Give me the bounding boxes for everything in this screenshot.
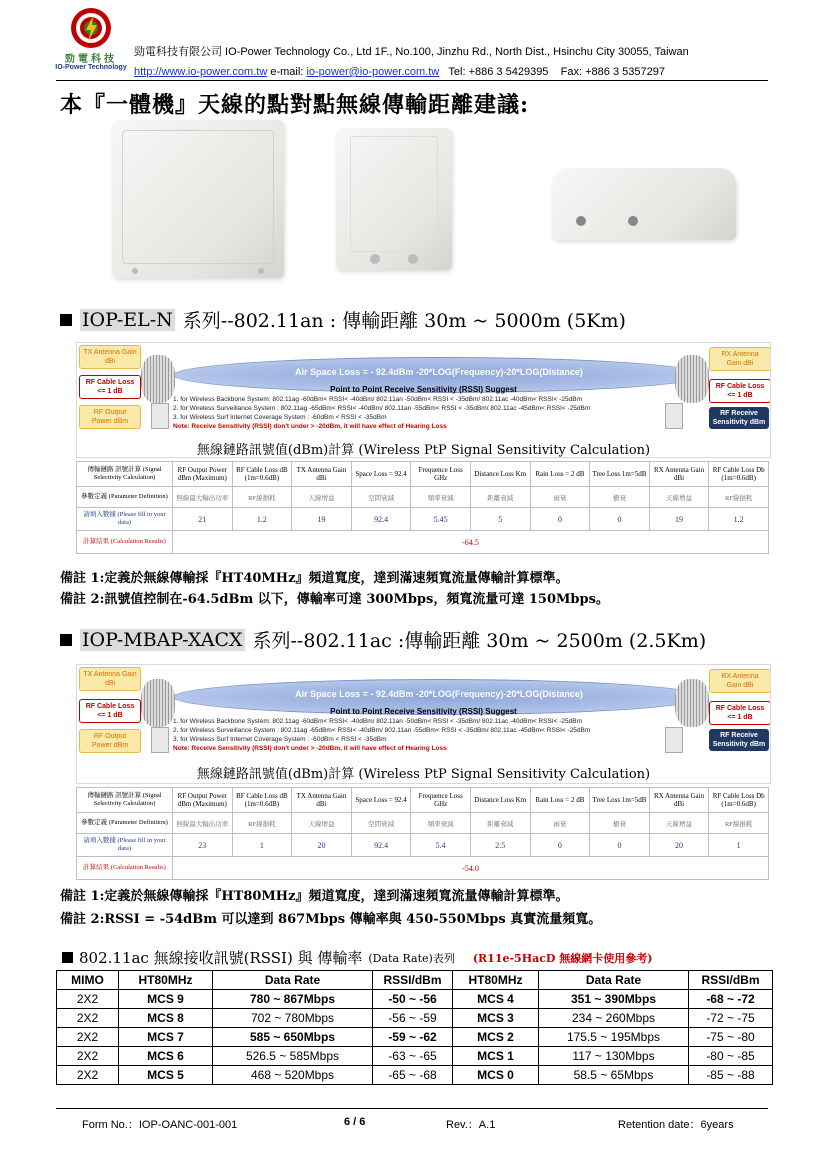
- table-cell: -72 ~ -75: [689, 1009, 773, 1028]
- link-budget-diagram-1: [76, 342, 771, 458]
- col-header: TX Antenna Gain dBi: [292, 788, 352, 813]
- definition-cell: 天線增益: [292, 813, 352, 834]
- col-header: Rain Loss = 2 dB: [530, 462, 590, 487]
- table-row: [57, 1047, 773, 1066]
- col-header: RF Cable Loss Db (1m=0.6dB): [709, 788, 769, 813]
- col-header: HT80MHz: [453, 971, 539, 990]
- table-cell: -80 ~ -85: [689, 1047, 773, 1066]
- table-cell: MCS 1: [453, 1047, 539, 1066]
- input-cell[interactable]: 19: [649, 508, 709, 531]
- col-header: RF Output Power dBm (Maximum): [173, 462, 233, 487]
- table-cell: 585 ~ 650Mbps: [213, 1028, 373, 1047]
- series-name: IOP-MBAP-XACX: [82, 628, 243, 651]
- col-header: Distance Loss Km: [470, 788, 530, 813]
- input-cell[interactable]: 92.4: [351, 508, 411, 531]
- table-cell: MCS 4: [453, 990, 539, 1009]
- col-header: Tree Loss 1m=5dB: [590, 462, 650, 487]
- table-cell: 780 ~ 867Mbps: [213, 990, 373, 1009]
- definition-cell: 空間衰減: [351, 487, 411, 508]
- input-cell[interactable]: 0: [530, 508, 590, 531]
- input-cell[interactable]: 2.5: [470, 834, 530, 857]
- calc-result-row: [77, 857, 769, 880]
- calc-title: 無線鏈路訊號值(dBm)計算 (Wireless PtP Signal Sensitivity Calculation): [196, 443, 651, 458]
- calc-header-row: [77, 462, 769, 487]
- col-header: Rain Loss = 2 dB: [530, 788, 590, 813]
- col-header: RX Antenna Gain dBi: [649, 462, 709, 487]
- table-cell: -65 ~ -68: [373, 1066, 453, 1085]
- definition-cell: 樹衰: [590, 487, 650, 508]
- table-cell: MCS 2: [453, 1028, 539, 1047]
- definition-cell: 無線最大輸出功率: [173, 487, 233, 508]
- rf-cable-right-callout: RF Cable Loss <= 1 dB: [709, 701, 771, 725]
- col-header: TX Antenna Gain dBi: [292, 462, 352, 487]
- rssi-data-rate-table: [56, 970, 773, 1085]
- rssi-line-1: 1. for Wireless Backbone System: 802.11ag -60dBm< RSSI< -40dBm/ 802.11an -50dBm< RSSI < -35dBm/ 802.11ac -40dBm< RSSI< -25dBm: [173, 718, 582, 725]
- input-cell[interactable]: 1.2: [709, 508, 769, 531]
- col-header: RX Antenna Gain dBi: [649, 788, 709, 813]
- col-header: RF Cable Loss dB (1m=0.6dB): [232, 788, 292, 813]
- col-header: HT80MHz: [119, 971, 213, 990]
- email-label: e-mail:: [270, 66, 304, 78]
- table-cell: 234 ~ 260Mbps: [539, 1009, 689, 1028]
- signal-calc-table-2: [76, 787, 769, 880]
- bullet-square-icon: [62, 952, 73, 963]
- note-1: 備註 1:定義於無線傳輸採『HT80MHz』頻道寬度，達到滿速頻寬流量傳輸計算標準。: [60, 889, 569, 904]
- calc-title: 無線鏈路訊號值(dBm)計算 (Wireless PtP Signal Sensitivity Calculation): [196, 767, 651, 782]
- input-cell[interactable]: 20: [649, 834, 709, 857]
- table-cell: 702 ~ 780Mbps: [213, 1009, 373, 1028]
- result-value: -64.5: [173, 531, 769, 554]
- contact-line: [134, 66, 665, 78]
- rx-dish-antenna-icon: [675, 355, 709, 403]
- input-cell[interactable]: 0: [590, 834, 650, 857]
- rssi-line-1: 1. for Wireless Backbone System: 802.11ag -60dBm< RSSI< -40dBm/ 802.11an -50dBm< RSSI < -35dBm/ 802.11ac -40dBm< RSSI< -25dBm: [173, 396, 582, 403]
- row-label: 傳輸鏈路 訊號計算 (Signal Selectivity Calculation): [77, 788, 173, 813]
- calc-input-row: [77, 508, 769, 531]
- definition-cell: 天線增益: [292, 487, 352, 508]
- email-link[interactable]: io-power@io-power.com.tw: [306, 66, 440, 78]
- rssi-line-3: 3. for Wireless Surf Internet Coverage System : -60dBm < RSSI < -35dBm: [173, 414, 387, 421]
- col-header: Distance Loss Km: [470, 462, 530, 487]
- col-header: RF Cable Loss dB (1m=0.6dB): [232, 462, 292, 487]
- input-cell[interactable]: 19: [292, 508, 352, 531]
- row-label: 參數定義 (Parameter Definition): [77, 813, 173, 834]
- series-heading-rest: 系列--802.11an : 傳輸距離 30m ~ 5000m (5Km): [182, 310, 626, 332]
- table-cell: MCS 9: [119, 990, 213, 1009]
- note-2: 備註 2:RSSI = -54dBm 可以達到 867Mbps 傳輸率與 450-550Mbps 真實流量頻寬。: [60, 912, 602, 927]
- definition-cell: 天線增益: [649, 813, 709, 834]
- col-header: RSSI/dBm: [373, 971, 453, 990]
- definition-cell: 無線最大輸出功率: [173, 813, 233, 834]
- table-cell: 526.5 ~ 585Mbps: [213, 1047, 373, 1066]
- table-cell: 117 ~ 130Mbps: [539, 1047, 689, 1066]
- table-cell: MCS 5: [119, 1066, 213, 1085]
- rf-cable-left-callout: RF Cable Loss <= 1 dB: [79, 699, 141, 723]
- header-divider: [56, 80, 768, 81]
- product-photo-enclosure-panel: [336, 128, 452, 270]
- table-cell: 2X2: [57, 990, 119, 1009]
- tel-text: Tel: +886 3 5429395: [448, 66, 549, 78]
- section-heading-el-n: [60, 306, 626, 333]
- input-cell[interactable]: 23: [173, 834, 233, 857]
- table-row: [57, 990, 773, 1009]
- product-photo-enclosure-large: [112, 120, 284, 278]
- definition-cell: 天線增益: [649, 487, 709, 508]
- tx-radio-unit-icon: [151, 727, 169, 753]
- retention-date: Retention date：6years: [618, 1119, 734, 1131]
- table-cell: 175.5 ~ 195Mbps: [539, 1028, 689, 1047]
- note-1: 備註 1:定義於無線傳輸採『HT40MHz』頻道寬度，達到滿速頻寬流量傳輸計算標準。: [60, 571, 569, 586]
- col-header: Data Rate: [213, 971, 373, 990]
- table-cell: MCS 8: [119, 1009, 213, 1028]
- table-header-row: [57, 971, 773, 990]
- col-header: Data Rate: [539, 971, 689, 990]
- air-loss-label: Air Space Loss = - 92.4dBm -20*LOG(Frequency)-20*LOG(Distance): [295, 689, 583, 699]
- definition-cell: 頻率衰減: [411, 487, 471, 508]
- definition-cell: RF線損耗: [232, 487, 292, 508]
- rssi-note: Note: Receive Sensitivity (RSSI) don't under > -20dBm, it will have effect of Hearing Loss: [173, 423, 447, 430]
- table-row: [57, 1028, 773, 1047]
- tx-gain-callout: TX Antenna Gain dBi: [79, 667, 141, 691]
- definition-cell: 雨衰: [530, 813, 590, 834]
- page-title: 本『一體機』天線的點對點無線傳輸距離建議:: [60, 92, 530, 118]
- table-row: [57, 1009, 773, 1028]
- mimo-heading-text: 802.11ac 無線接收訊號(RSSI) 與 傳輸率: [79, 949, 363, 967]
- bullet-square-icon: [60, 634, 72, 646]
- table-cell: 351 ~ 390Mbps: [539, 990, 689, 1009]
- note-2: 備註 2:訊號值控制在-64.5dBm 以下，傳輸率可達 300Mbps，頻寬流量可達 150Mbps。: [60, 592, 609, 607]
- calc-header-row: [77, 788, 769, 813]
- rf-output-callout: RF Output Power dBm: [79, 729, 141, 753]
- rssi-note: Note: Receive Sensitivity (RSSI) don't under > -20dBm, it will have effect of Hearing Loss: [173, 745, 447, 752]
- input-cell[interactable]: 5: [470, 508, 530, 531]
- logo-text: 勁電科技: [65, 54, 117, 65]
- col-header: Tree Loss 1m=5dB: [590, 788, 650, 813]
- air-loss-label: Air Space Loss = - 92.4dBm -20*LOG(Frequency)-20*LOG(Distance): [295, 367, 583, 377]
- table-cell: 2X2: [57, 1066, 119, 1085]
- footer-divider: [56, 1108, 768, 1109]
- input-cell[interactable]: 92.4: [351, 834, 411, 857]
- mimo-reference: (R11e-5HacD 無線網卡使用參考): [472, 951, 653, 965]
- definition-cell: RF線損耗: [709, 813, 769, 834]
- tx-gain-callout: TX Antenna Gain dBi: [79, 345, 141, 369]
- input-cell[interactable]: 1.2: [232, 508, 292, 531]
- rx-dish-antenna-icon: [675, 679, 709, 727]
- definition-cell: 距離衰減: [470, 487, 530, 508]
- col-header: Space Loss = 92.4: [351, 788, 411, 813]
- rx-gain-callout: RX Antenna Gain dBi: [709, 347, 771, 371]
- table-cell: MCS 3: [453, 1009, 539, 1028]
- rx-radio-unit-icon: [665, 403, 683, 429]
- input-cell[interactable]: 21: [173, 508, 233, 531]
- definition-cell: 距離衰減: [470, 813, 530, 834]
- rf-cable-right-callout: RF Cable Loss <= 1 dB: [709, 379, 771, 403]
- company-logo: [55, 6, 127, 78]
- definition-cell: 空間衰減: [351, 813, 411, 834]
- rssi-suggest-title: Point to Point Receive Sensitivity (RSSI) Suggest: [330, 707, 517, 716]
- row-label: 參數定義 (Parameter Definition): [77, 487, 173, 508]
- table-cell: 468 ~ 520Mbps: [213, 1066, 373, 1085]
- mimo-heading-sub: (Data Rate)表列: [368, 951, 455, 965]
- row-label: 傳輸鏈路 訊號計算 (Signal Selectivity Calculation): [77, 462, 173, 487]
- calc-definition-row: [77, 487, 769, 508]
- fax-text: Fax: +886 3 5357297: [560, 66, 665, 78]
- company-address: 勁電科技有限公司 IO-Power Technology Co., Ltd 1F., No.100, Jinzhu Rd., North Dist., Hsinchu City 30055, Taiwan: [134, 46, 689, 58]
- calc-definition-row: [77, 813, 769, 834]
- revision: Rev.：A.1: [446, 1119, 496, 1131]
- input-cell[interactable]: 0: [590, 508, 650, 531]
- table-row: [57, 1066, 773, 1085]
- tx-dish-antenna-icon: [141, 679, 175, 727]
- rssi-line-3: 3. for Wireless Surf Internet Coverage System : -60dBm < RSSI < -35dBm: [173, 736, 387, 743]
- tx-dish-antenna-icon: [141, 355, 175, 403]
- definition-cell: 頻率衰減: [411, 813, 471, 834]
- calc-input-row: [77, 834, 769, 857]
- rx-radio-unit-icon: [665, 727, 683, 753]
- input-cell[interactable]: 1: [232, 834, 292, 857]
- rf-receive-callout: RF Receive Sensitivity dBm: [709, 407, 769, 429]
- definition-cell: RF線損耗: [232, 813, 292, 834]
- table-cell: -75 ~ -80: [689, 1028, 773, 1047]
- col-header: RSSI/dBm: [689, 971, 773, 990]
- mimo-heading: [62, 947, 653, 968]
- row-label: 計算結果 (Calculation Results): [77, 531, 173, 554]
- input-cell[interactable]: 20: [292, 834, 352, 857]
- rssi-line-2: 2. for Wireless Surveillance System : 802.11ag -65dBm< RSSI< -40dBm/ 802.11an -55dBm< RSSI < -35dBm/ 802.11ac -45dBm< RSSI< -25dBm: [173, 405, 591, 412]
- table-cell: MCS 0: [453, 1066, 539, 1085]
- table-cell: -56 ~ -59: [373, 1009, 453, 1028]
- col-header: Frequence Loss GHz: [411, 788, 471, 813]
- table-cell: 2X2: [57, 1047, 119, 1066]
- definition-cell: 樹衰: [590, 813, 650, 834]
- row-label: 計算結果 (Calculation Results): [77, 857, 173, 880]
- result-value: -54.0: [173, 857, 769, 880]
- product-photo-enclosure-dome: [552, 168, 736, 240]
- rf-output-callout: RF Output Power dBm: [79, 405, 141, 429]
- rx-gain-callout: RX Antenna Gain dBi: [709, 669, 771, 693]
- input-cell[interactable]: 0: [530, 834, 590, 857]
- row-label: 請填入數據 (Please fill in your data): [77, 508, 173, 531]
- rf-receive-callout: RF Receive Sensitivity dBm: [709, 729, 769, 751]
- table-cell: 58.5 ~ 65Mbps: [539, 1066, 689, 1085]
- rssi-suggest-title: Point to Point Receive Sensitivity (RSSI) Suggest: [330, 385, 517, 394]
- definition-cell: 雨衰: [530, 487, 590, 508]
- table-cell: -85 ~ -88: [689, 1066, 773, 1085]
- table-cell: -63 ~ -65: [373, 1047, 453, 1066]
- link-budget-diagram-2: [76, 664, 771, 784]
- section-heading-mbap-xacx: [60, 626, 706, 653]
- table-cell: -59 ~ -62: [373, 1028, 453, 1047]
- logo-subtext: IO-Power Technology: [55, 64, 127, 71]
- table-cell: MCS 6: [119, 1047, 213, 1066]
- tx-radio-unit-icon: [151, 403, 169, 429]
- rssi-line-2: 2. for Wireless Surveillance System : 802.11ag -65dBm< RSSI< -40dBm/ 802.11an -55dBm< RSSI < -35dBm/ 802.11ac -45dBm< RSSI< -25dBm: [173, 727, 591, 734]
- page-number: 6 / 6: [344, 1116, 366, 1128]
- series-name: IOP-EL-N: [82, 308, 173, 331]
- col-header: RF Cable Loss Db (1m=0.6dB): [709, 462, 769, 487]
- col-header: Space Loss = 92.4: [351, 462, 411, 487]
- input-cell[interactable]: 5.45: [411, 508, 471, 531]
- col-header: RF Output Power dBm (Maximum): [173, 788, 233, 813]
- form-number: Form No.：IOP-OANC-001-001: [82, 1119, 238, 1131]
- calc-result-row: [77, 531, 769, 554]
- bullet-square-icon: [60, 314, 72, 326]
- definition-cell: RF線損耗: [709, 487, 769, 508]
- website-link[interactable]: http://www.io-power.com.tw: [134, 66, 268, 78]
- row-label: 請填入數據 (Please fill in your data): [77, 834, 173, 857]
- table-cell: -68 ~ -72: [689, 990, 773, 1009]
- table-cell: 2X2: [57, 1009, 119, 1028]
- input-cell[interactable]: 5.4: [411, 834, 471, 857]
- rf-cable-left-callout: RF Cable Loss <= 1 dB: [79, 375, 141, 399]
- col-header: MIMO: [57, 971, 119, 990]
- signal-calc-table-1: [76, 461, 769, 554]
- table-cell: MCS 7: [119, 1028, 213, 1047]
- col-header: Frequence Loss GHz: [411, 462, 471, 487]
- table-cell: 2X2: [57, 1028, 119, 1047]
- series-heading-rest: 系列--802.11ac :傳輸距離 30m ~ 2500m (2.5Km): [252, 630, 707, 652]
- table-cell: -50 ~ -56: [373, 990, 453, 1009]
- input-cell[interactable]: 1: [709, 834, 769, 857]
